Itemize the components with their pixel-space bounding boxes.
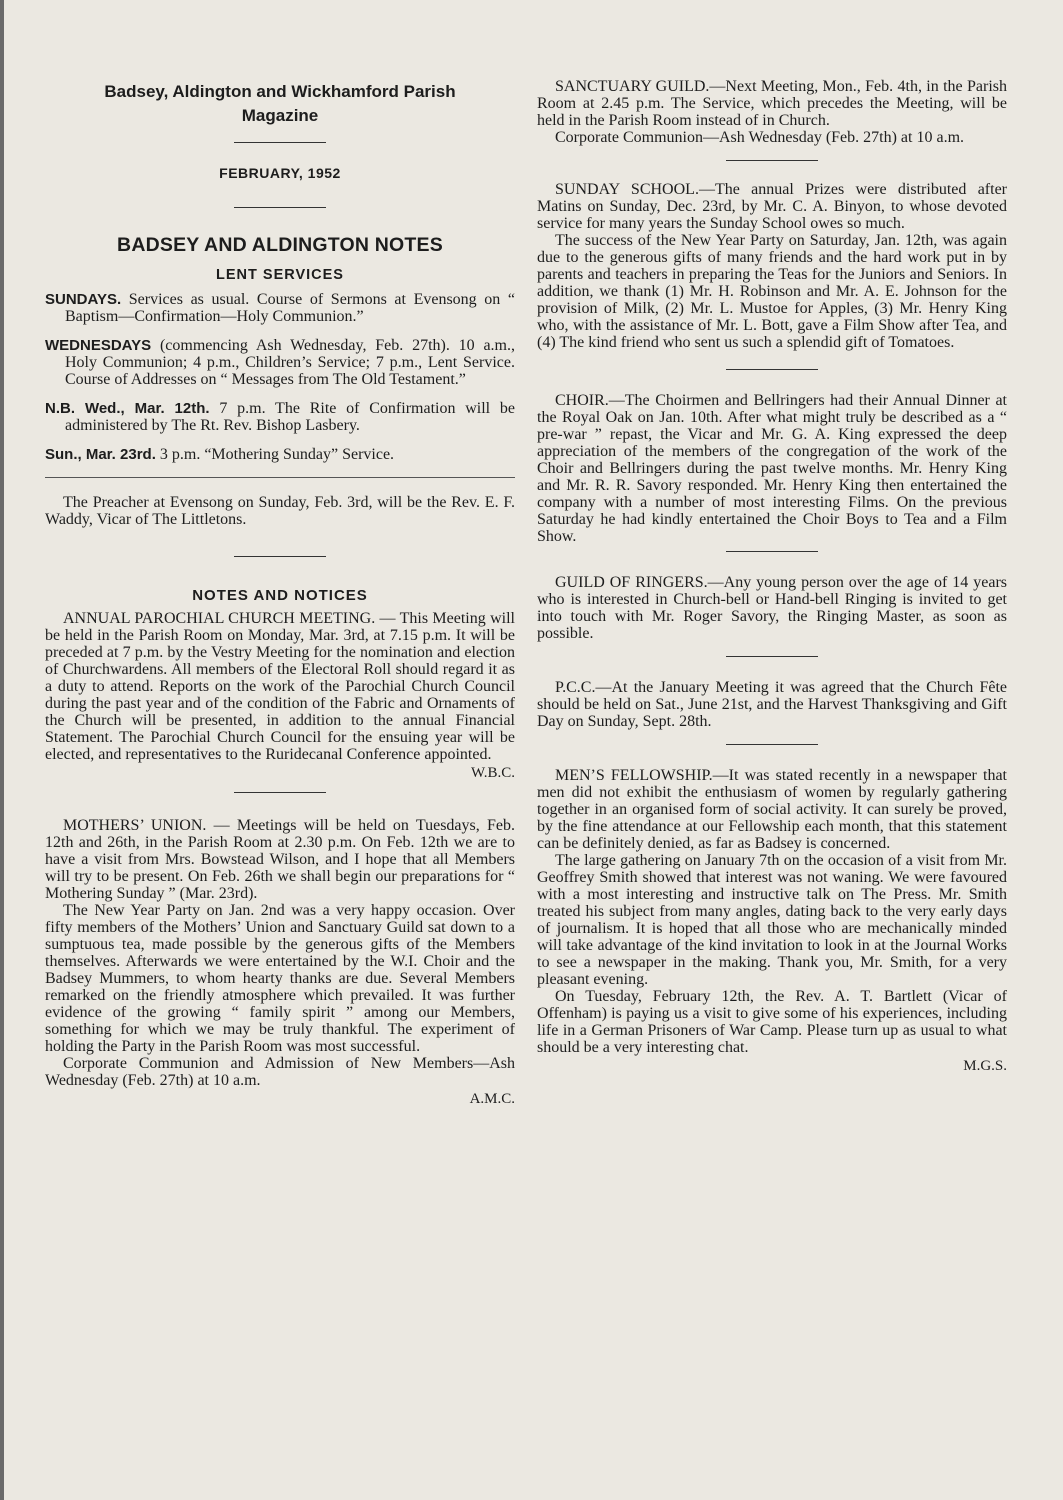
service-label: SUNDAYS. [45, 291, 122, 308]
sunday-school-p1: SUNDAY SCHOOL.—The annual Prizes were distributed after Matins on Sunday, Dec. 23rd, by Mr. C. A. Binyon, to whose devoted service for many years the Sunday School owes so much. [537, 181, 1007, 232]
divider [234, 207, 326, 208]
mothers-union-p1: MOTHERS’ UNION. — Meetings will be held on Tuesdays, Feb. 12th and 26th, in the Parish Room at 2.30 p.m. On Feb. 12th we are to have a visit from Mrs. Bowstead Wilson, and I hope that all Members will try to be present. On Feb. 26th we shall begin our preparations for “ Mothering Sunday ” (Mar. 23rd). [45, 817, 515, 902]
service-text: 7 p.m. The Rite of Confirmation will be administered by The Rt. Rev. Bishop Lasbery. [65, 400, 515, 434]
service-label: N.B. Wed., Mar. 12th. [45, 400, 210, 417]
mothers-union-p2: The New Year Party on Jan. 2nd was a very happy occasion. Over fifty members of the Mothers’ Union and Sanctuary Guild sat down to a sumptuous tea, made possible by the generous gifts of the Members themselves. Afterwards we were entertained by the W.I. Choir and the Badsey Mummers, to whom hearty thanks are due. Several Members remarked on the friendly atmosphere which prevailed. It was further evidence of the growing “ family spirit ” among our Members, something for which we may be truly thankful. The experiment of holding the Party in the Parish Room was most successful. [45, 902, 515, 1055]
divider [726, 744, 818, 745]
service-text: 3 p.m. “Mothering Sunday” Service. [159, 446, 395, 463]
signature: W.B.C. [470, 765, 515, 781]
service-wednesdays [45, 337, 515, 388]
lent-services-heading: LENT SERVICES [216, 267, 344, 283]
divider [234, 142, 326, 143]
service-sundays [45, 291, 515, 325]
divider [726, 551, 818, 552]
service-label: Sun., Mar. 23rd. [45, 446, 156, 463]
mothers-union-p3: Corporate Communion and Admission of New Members—Ash Wednesday (Feb. 27th) at 10 a.m. [45, 1055, 515, 1089]
choir-notice: CHOIR.—The Choirmen and Bellringers had their Annual Dinner at the Royal Oak on Jan. 10th. After what might truly be described as a “ pre-war ” repast, the Vicar and Mr. G. A. King expressed the deep appreciation of the members of the congregation of the work of the Choir and Bellringers during the past twelve months. Mr. Henry King and Mr. R. R. Savory responded. Mr. Henry King then entertained the company with a number of most interesting Films. On the previous Saturday he had kindly entertained the Choir Boys to Tea and a Film Show. [537, 392, 1007, 545]
sunday-school-p2: The success of the New Year Party on Saturday, Jan. 12th, was again due to the generous gifts of many friends and the hard work put in by parents and teachers in preparing the Teas for the Juniors and Seniors. In addition, we thank (1) Mr. H. Robinson and Mr. A. E. Johnson for the provision of Milk, (2) Mr. L. Mustoe for Apples, (3) Mr. Henry King who, with the assistance of Mr. L. Bott, gave a Film Show after Tea, and (4) The kind friend who sent us such a splendid gift of Tomatoes. [537, 232, 1007, 351]
pcc-notice: P.C.C.—At the January Meeting it was agreed that the Church Fête should be held on Sat., June 21st, and the Harvest Thanksgiving and Gift Day on Sunday, Sept. 28th. [537, 679, 1007, 730]
notes-notices-heading: NOTES AND NOTICES [192, 587, 368, 604]
issue-date: FEBRUARY, 1952 [219, 165, 341, 181]
left-column [45, 70, 515, 1108]
magazine-title [45, 80, 515, 128]
section-heading-badsey-notes: BADSEY AND ALDINGTON NOTES [117, 234, 443, 256]
divider [726, 656, 818, 657]
service-label: WEDNESDAYS [45, 337, 152, 354]
sanctuary-guild-p1: SANCTUARY GUILD.—Next Meeting, Mon., Feb. 4th, in the Parish Room at 2.45 p.m. The Service, which precedes the Meeting, will be held in the Parish Room instead of in Church. [537, 78, 1007, 129]
mens-fellowship-p2: The large gathering on January 7th on the occasion of a visit from Mr. Geoffrey Smith showed that interest was not waning. We were favoured with a most interesting and instructive talk on The Press. Mr. Smith treated his subject from many angles, dating back to the very early days of journalism. It is hoped that all those who are mechanically minded will take advantage of the kind invitation to look in at the Journal Works to see a newspaper in the making. Thank you, Mr. Smith, for a very pleasant evening. [537, 852, 1007, 988]
signature: M.G.S. [963, 1058, 1007, 1074]
divider [234, 792, 326, 793]
divider [234, 556, 326, 557]
sanctuary-guild-p2: Corporate Communion—Ash Wednesday (Feb. 27th) at 10 a.m. [555, 129, 965, 146]
mens-fellowship-p3: On Tuesday, February 12th, the Rev. A. T. Bartlett (Vicar of Offenham) is paying us a visit to give some of his experiences, including life in a German Prisoners of War Camp. Please turn up as usual to what should be a very interesting chat. [537, 988, 1007, 1056]
guild-of-ringers: GUILD OF RINGERS.—Any young person over the age of 14 years who is interested in Church-bell or Hand-bell Ringing is invited to get into touch with Mr. Roger Savory, the Ringing Master, as soon as possible. [537, 574, 1007, 642]
preacher-notice: The Preacher at Evensong on Sunday, Feb. 3rd, will be the Rev. E. F. Waddy, Vicar of The Littletons. [45, 494, 515, 528]
divider [726, 160, 818, 161]
right-column [537, 78, 1007, 1075]
service-mothering-sunday [45, 446, 515, 463]
service-confirmation [45, 400, 515, 434]
magazine-title-line1: Badsey, Aldington and Wickhamford Parish [104, 82, 456, 101]
service-text: Services as usual. Course of Sermons at Evensong on “ Baptism—Confirmation—Holy Communion.” [65, 291, 516, 325]
magazine-title-line2: Magazine [241, 106, 319, 125]
signature: A.M.C. [469, 1091, 515, 1107]
page-edge [0, 0, 4, 1500]
mens-fellowship-p1: MEN’S FELLOWSHIP.—It was stated recently in a newspaper that men did not exhibit the enthusiasm of women by regularly gathering together in an organised form of social activity. It can surely be proved, by the fine attendance at our Fellowship each month, that this statement can be definitely denied, as far as Badsey is concerned. [537, 767, 1007, 852]
divider [726, 369, 818, 370]
divider [45, 477, 515, 478]
apcm-notice: ANNUAL PAROCHIAL CHURCH MEETING. — This Meeting will be held in the Parish Room on Monday, Mar. 3rd, at 7.15 p.m. It will be preceded at 7 p.m. by the Vestry Meeting for the nomination and election of Churchwardens. All members of the Electoral Roll should regard it as a duty to attend. Reports on the work of the Parochial Church Council during the past year and of the condition of the Fabric and Ornaments of the Church will be presented, in addition to the annual Financial Statement. The Parochial Church Council for the ensuing year will be elected, and representatives to the Ruridecanal Conference appointed. [45, 610, 515, 763]
service-text: (commencing Ash Wednesday, Feb. 27th). 10 a.m., Holy Communion; 4 p.m., Children’s Service; 7 p.m., Lent Service. Course of Addresses on “ Messages from The Old Testament.” [65, 337, 515, 388]
